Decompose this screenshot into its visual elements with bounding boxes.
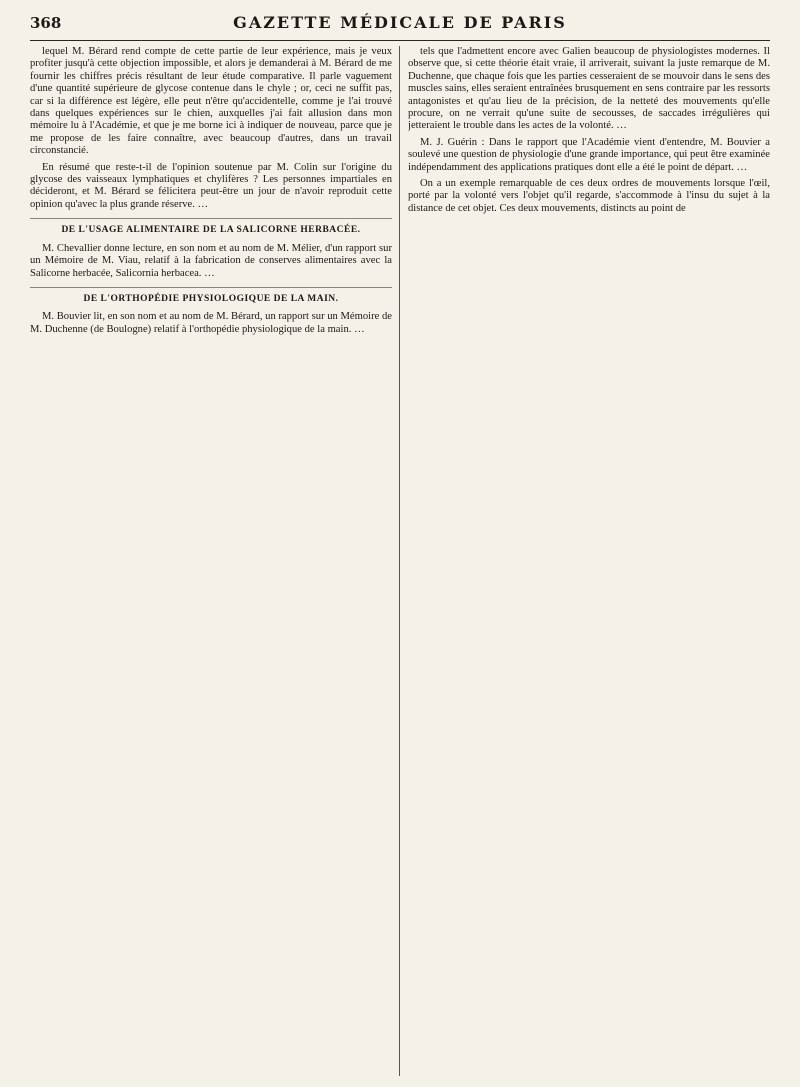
page-header — [30, 10, 770, 41]
page-number: 368 — [30, 14, 62, 32]
left-paragraph-1: lequel M. Bérard rend compte de cette partie de leur expérience, mais je veux profiter jusqu'à cette objection impossible, et alors je demanderai à M. Bérard de me fournir les chiffres précis résultant de leur étude comparative. Il parle vaguement d'une quantité supérieure de glycose contenue dans le chyle ; or, ceci ne suffit pas, car si la différence est légère, elle peut n'être qu'accidentelle, comme je l'ai trouvé dans quelques expériences sur le chien, auxquelles j'ai fait allusion dans mon mémoire lu à l'Académie, et que je me borne ici à indiquer de nouveau, parce que je me propose de les faire connaître, avec beaucoup d'autres, dans un travail circonstancié. — [30, 46, 392, 157]
column-divider — [399, 46, 400, 1076]
right-paragraph-1: tels que l'admettent encore avec Galien beaucoup de physiologistes modernes. Il observe que, si cette théorie était vraie, il arriverait, suivant la juste remarque de M. Duchenne, que chaque fois que les parties cesseraient de se mouvoir dans le sens des muscles sains, elles seraient entraînées brusquement en sens contraire par les ressorts antagonistes et qu'au lieu de la précision, de la netteté des mouvements qu'elle procure, on ne verrait qu'une suite de secousses, de saccades irrégulières qui jetteraient le trouble dans les actes de la volonté. … — [408, 46, 770, 132]
journal-title: GAZETTE MÉDICALE DE PARIS — [233, 13, 567, 32]
section-heading-salicorne: DE L'USAGE ALIMENTAIRE DE LA SALICORNE HERBACÉE. — [30, 218, 392, 236]
left-column — [30, 46, 392, 1076]
section-heading-orthopedie: DE L'ORTHOPÉDIE PHYSIOLOGIQUE DE LA MAIN. — [30, 287, 392, 305]
left-paragraph-4: M. Bouvier lit, en son nom et au nom de M. Bérard, un rapport sur un Mémoire de M. Duchenne (de Boulogne) relatif à l'orthopédie physiologique de la main. … — [30, 311, 392, 335]
right-paragraph-3: On a un exemple remarquable de ces deux ordres de mouvements lorsque l'œil, porté par la volonté vers l'objet qu'il regarde, s'accommode à l'insu du sujet à la distance de cet objet. Ces deux mouvements, distincts au point de — [408, 178, 770, 214]
right-column — [408, 46, 770, 1076]
left-paragraph-2: En résumé que reste-t-il de l'opinion soutenue par M. Colin sur l'origine du glycose des vaisseaux lymphatiques et chylifères ? Les personnes impartiales en décideront, et M. Bérard se félicitera peut-être un jour de n'avoir reproduit cette opinion qu'avec la plus grande réserve. … — [30, 161, 392, 210]
right-paragraph-2: M. J. Guérin : Dans le rapport que l'Académie vient d'entendre, M. Bouvier a soulevé une question de physiologie d'une grande importance, qui peut être examinée indépendamment des applications pratiques dont elle a été le point de départ. … — [408, 136, 770, 173]
left-paragraph-3: M. Chevallier donne lecture, en son nom et au nom de M. Mélier, d'un rapport sur un Mémoire de M. Viau, relatif à la fabrication de conserves alimentaires avec la Salicorne herbacée, Salicornia herbacea. … — [30, 242, 392, 279]
